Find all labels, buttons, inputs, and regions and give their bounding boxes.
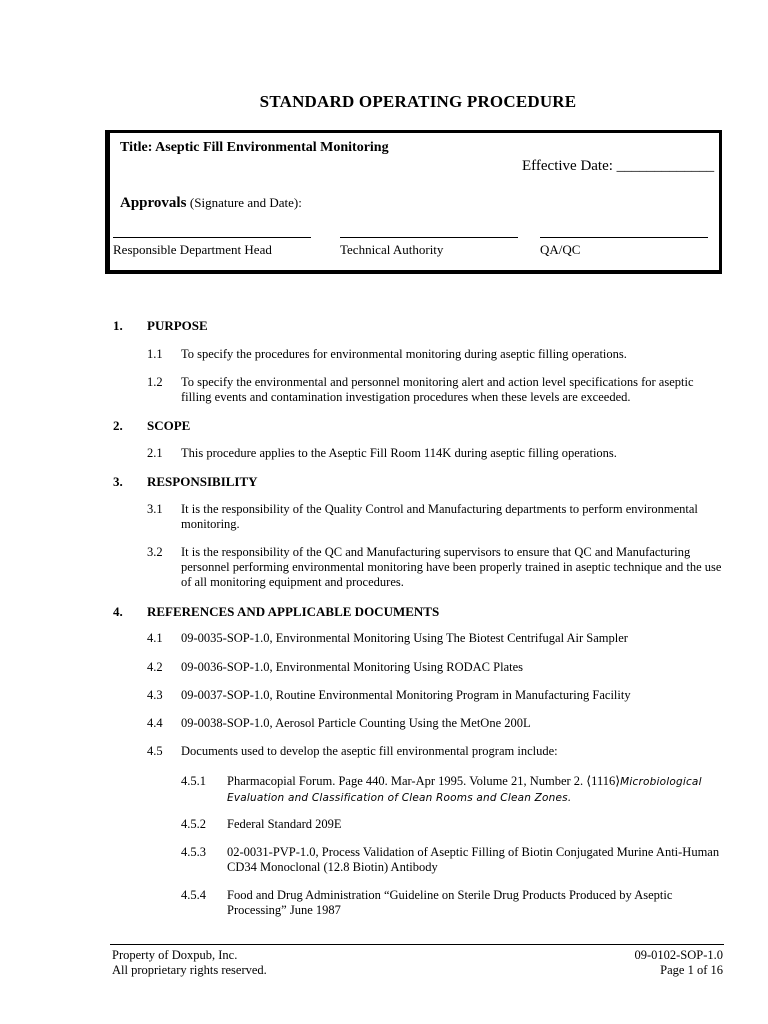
item-number: 4.5.4: [181, 888, 206, 902]
item-text: Food and Drug Administration “Guideline on Sterile Drug Products Produced by Aseptic Processing” June 1987: [227, 888, 673, 917]
item-text: 09-0035-SOP-1.0, Environmental Monitoring Using The Biotest Centrifugal Air Sampler: [181, 631, 628, 645]
item-number: 4.5.3: [181, 845, 206, 859]
signature-line-technical-authority: [340, 237, 518, 238]
item-number: 3.1: [147, 502, 163, 516]
approvals-heading: Approvals: [120, 195, 187, 211]
section-number: 3.: [113, 474, 123, 489]
item-number: 4.3: [147, 688, 163, 702]
document-type-heading: STANDARD OPERATING PROCEDURE: [259, 92, 577, 111]
item-number: 1.1: [147, 347, 163, 361]
item-number: 4.2: [147, 660, 163, 674]
signature-caption-technical-authority: Technical Authority: [340, 242, 444, 257]
item-number: 1.2: [147, 375, 163, 389]
signature-line-qaqc: [540, 237, 708, 238]
title-approval-block: [105, 130, 722, 274]
footer-page-number: Page 1 of 16: [660, 963, 723, 977]
item-text: 09-0036-SOP-1.0, Environmental Monitoring Using RODAC Plates: [181, 660, 524, 674]
footer-left: [112, 948, 267, 978]
item-number: 4.5.1: [181, 774, 206, 788]
section-title: REFERENCES AND APPLICABLE DOCUMENTS: [147, 604, 440, 619]
section-number: 1.: [113, 318, 123, 333]
item-text: [227, 774, 727, 806]
section-title: SCOPE: [147, 418, 191, 433]
item-number: 4.1: [147, 631, 163, 645]
footer-rights: All proprietary rights reserved.: [112, 963, 267, 977]
section-number: 4.: [113, 604, 123, 619]
item-number: 2.1: [147, 446, 163, 460]
effective-date: Effective Date: _____________: [522, 158, 715, 174]
signature-caption-qaqc: QA/QC: [540, 242, 581, 257]
section-title: RESPONSIBILITY: [147, 474, 258, 489]
item-text: Documents used to develop the aseptic fill environmental program include:: [181, 744, 558, 758]
item-text: Federal Standard 209E: [227, 817, 342, 831]
footer-owner: Property of Doxpub, Inc.: [112, 948, 238, 962]
footer-divider: [110, 944, 724, 945]
item-text: It is the responsibility of the Quality Control and Manufacturing departments to perform environmental monitoring.: [181, 502, 698, 531]
item-text: To specify the environmental and personnel monitoring alert and action level specifications for aseptic filling events and contamination investigation procedures when these levels are exceeded.: [181, 375, 694, 404]
item-number: 3.2: [147, 545, 163, 559]
section-title: PURPOSE: [147, 318, 208, 333]
item-text: It is the responsibility of the QC and Manufacturing supervisors to ensure that QC and Manufacturing personnel performing environmental monitoring have been properly trained in aseptic technique and the use of all monitoring equipment and procedures.: [181, 545, 722, 589]
signature-caption-department-head: Responsible Department Head: [113, 242, 272, 257]
item-text: 09-0037-SOP-1.0, Routine Environmental Monitoring Program in Manufacturing Facility: [181, 688, 631, 702]
item-number: 4.5: [147, 744, 163, 758]
item-text-italic: Microbiological Evaluation and Classification of Clean Rooms and Clean Zones.: [227, 776, 702, 804]
item-number: 4.5.2: [181, 817, 206, 831]
section-number: 2.: [113, 418, 123, 433]
signature-line-department-head: [113, 237, 311, 238]
item-text: 09-0038-SOP-1.0, Aerosol Particle Counting Using the MetOne 200L: [181, 716, 531, 730]
item-text: 02-0031-PVP-1.0, Process Validation of Aseptic Filling of Biotin Conjugated Murine Anti-Human CD34 Monoclonal (12.8 Biotin) Antibody: [227, 845, 720, 874]
item-text-plain: Pharmacopial Forum. Page 440. Mar-Apr 1995. Volume 21, Number 2. ⟨1116⟩: [227, 774, 621, 788]
approvals-note: (Signature and Date):: [189, 195, 302, 210]
item-text: To specify the procedures for environmental monitoring during aseptic filling operations.: [181, 347, 627, 361]
item-text: This procedure applies to the Aseptic Fill Room 114K during aseptic filling operations.: [181, 446, 617, 460]
footer-doc-number: 09-0102-SOP-1.0: [634, 948, 723, 962]
approvals-label: [120, 195, 302, 212]
item-number: 4.4: [147, 716, 163, 730]
footer-right: [634, 948, 723, 978]
sop-title: Title: Aseptic Fill Environmental Monitoring: [120, 140, 389, 155]
